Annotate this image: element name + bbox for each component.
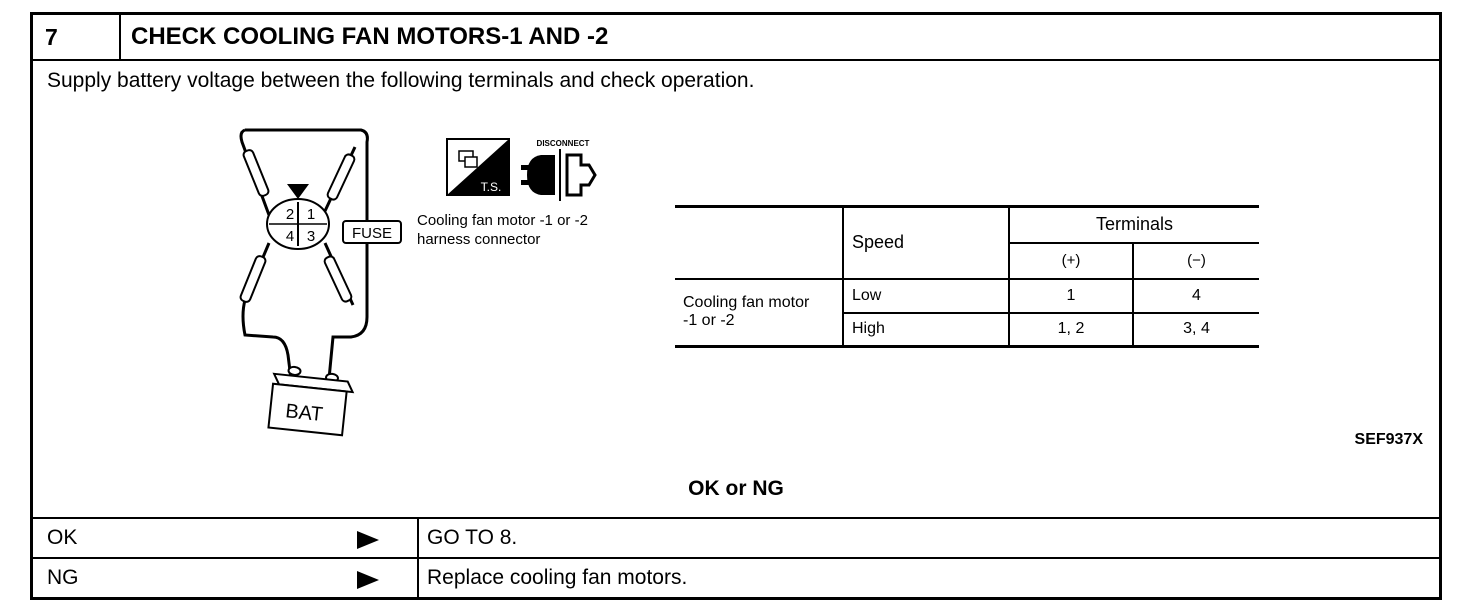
result-action: Replace cooling fan motors. <box>427 566 688 589</box>
speed-header: Speed <box>843 207 1009 279</box>
result-action: GO TO 8. <box>427 526 518 549</box>
terminals-table <box>675 205 1259 348</box>
result-label: OK <box>47 526 78 549</box>
result-label: NG <box>47 566 79 589</box>
result-row-ng <box>33 557 1439 597</box>
step-number: 7 <box>33 15 121 59</box>
ts-icon <box>447 139 509 195</box>
test-probe-upper-right <box>326 153 355 201</box>
arrow-right-icon <box>357 571 379 589</box>
test-probe-lower-right <box>323 255 352 303</box>
plus-header: (+) <box>1009 243 1133 279</box>
table-row-plus: 1 <box>1009 279 1133 313</box>
connector-caption-line1: Cooling fan motor -1 or -2 <box>417 212 588 229</box>
table-row-minus: 4 <box>1133 279 1259 313</box>
table-empty-corner <box>675 207 843 279</box>
wire-lower-left <box>243 243 291 379</box>
pin-3: 3 <box>306 228 316 245</box>
result-prompt: OK or NG <box>688 477 784 500</box>
terminals-header: Terminals <box>1009 207 1259 243</box>
test-probe-lower-left <box>239 255 266 303</box>
connector-key <box>287 184 309 199</box>
row-divider <box>417 519 419 557</box>
table-row-speed: Low <box>843 279 1009 313</box>
harness-connector <box>267 184 329 249</box>
fuse-label: FUSE <box>351 225 393 242</box>
pin-1: 1 <box>306 206 316 223</box>
component-cell <box>675 279 843 347</box>
battery-label: BAT <box>284 400 324 427</box>
step-frame <box>30 12 1442 600</box>
instruction-text: Supply battery voltage between the following terminals and check operation. <box>47 69 755 92</box>
connector-caption-line2: harness connector <box>417 231 541 248</box>
disconnect-icon <box>521 139 595 201</box>
ts-label: T.S. <box>480 180 502 194</box>
step-title: CHECK COOLING FAN MOTORS-1 AND -2 <box>131 23 609 50</box>
test-probe-upper-left <box>242 149 269 197</box>
component-line1: Cooling fan motor <box>683 294 810 312</box>
result-row-ok <box>33 517 1439 557</box>
battery <box>268 365 354 436</box>
pin-2: 2 <box>285 206 295 223</box>
arrow-right-icon <box>357 531 379 549</box>
row-divider <box>417 559 419 597</box>
component-line2: -1 or -2 <box>683 312 735 330</box>
table-row-speed: High <box>843 313 1009 347</box>
disconnect-label: DISCONNECT <box>536 139 590 148</box>
pin-4: 4 <box>285 228 295 245</box>
figure-code: SEF937X <box>1354 431 1423 448</box>
table-row-minus: 3, 4 <box>1133 313 1259 347</box>
table-row-plus: 1, 2 <box>1009 313 1133 347</box>
fuse <box>343 221 401 243</box>
minus-header: (−) <box>1187 252 1206 269</box>
